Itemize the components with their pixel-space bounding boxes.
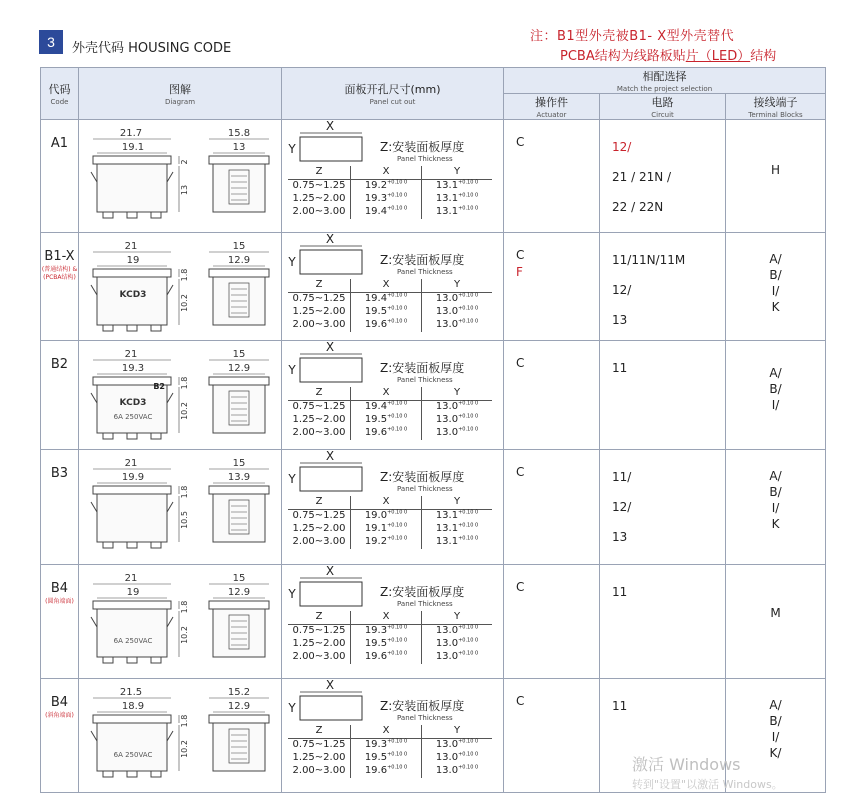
- housing-diagram: [81, 452, 281, 562]
- circuit-value: 13: [612, 313, 628, 327]
- cutout-row: 1.25~2.00 $19.1^{+0.10 0}$ $13.1^{+0.10 0}$: [288, 523, 492, 536]
- note-line-1: 注：B1型外壳被B1- X型外壳替代: [530, 29, 735, 44]
- cutout-cell: [282, 450, 504, 565]
- cutout-row: 1.25~2.00 $19.5^{+0.10 0}$ $13.0^{+0.10 0}$: [288, 752, 492, 765]
- dim-w2: 18.9: [121, 701, 145, 712]
- col-y: Y: [422, 387, 493, 401]
- terminal-value: K: [771, 300, 780, 314]
- col-x: X: [351, 496, 422, 510]
- panel-thickness-label-en: Panel Thickness: [397, 714, 453, 722]
- actuator-cell: [504, 233, 600, 341]
- code-cell: B4 (斜角端面): [41, 679, 79, 793]
- circuit-value: 12/: [612, 500, 632, 514]
- cutout-x-label: X: [325, 233, 335, 246]
- circuit-value: 11: [612, 585, 628, 599]
- col-z: Z: [288, 725, 351, 739]
- dim-w4: 12.9: [227, 587, 251, 598]
- cutout-sketch: [282, 120, 502, 166]
- header-terminal: 接线端子 Terminal Blocks: [726, 94, 826, 120]
- cutout-cell: [282, 565, 504, 679]
- cutout-sketch: [282, 679, 502, 725]
- housing-diagram: [81, 122, 281, 230]
- dim-w3: 15.2: [227, 687, 251, 698]
- dim-w4: 13: [232, 142, 246, 153]
- dim-h1: 1.8: [180, 376, 189, 390]
- panel-thickness-label-en: Panel Thickness: [397, 600, 453, 608]
- terminal-value: A/: [769, 469, 782, 483]
- terminal-value: K/: [769, 746, 782, 760]
- terminal-cell: [726, 450, 826, 565]
- panel-thickness-label: Z:安装面板厚度: [380, 253, 465, 267]
- diagram-cell: [79, 565, 282, 679]
- cutout-cell: [282, 120, 504, 233]
- panel-cutout: [282, 120, 503, 219]
- housing-row: [41, 233, 826, 341]
- actuator-cell: [504, 120, 600, 233]
- circuit-cell: [600, 233, 726, 341]
- actuator-value: C: [516, 356, 525, 370]
- terminal-cell: [726, 565, 826, 679]
- cutout-row: 2.00~3.00 $19.4^{+0.10 0}$ $13.1^{+0.10 0}$: [288, 206, 492, 219]
- cutout-row: 0.75~1.25 $19.4^{+0.10 0}$ $13.0^{+0.10 0}$: [288, 401, 492, 415]
- dim-w1: 21.7: [119, 128, 143, 139]
- actuator-value: C: [516, 694, 525, 708]
- circuit-cell: [600, 341, 726, 450]
- col-y: Y: [422, 611, 493, 625]
- circuit-value: 12/: [612, 283, 632, 297]
- cutout-row: 1.25~2.00 $19.5^{+0.10 0}$ $13.0^{+0.10 0}$: [288, 414, 492, 427]
- cutout-row: 2.00~3.00 $19.2^{+0.10 0}$ $13.1^{+0.10 0}$: [288, 536, 492, 549]
- code-cell: A1: [41, 120, 79, 233]
- terminal-value: A/: [769, 252, 782, 266]
- housing-diagram: [81, 567, 281, 676]
- housing-row: [41, 565, 826, 679]
- panel-thickness-label: Z:安装面板厚度: [380, 470, 465, 484]
- header-actuator: 操作件 Actuator: [504, 94, 600, 120]
- col-x: X: [351, 166, 422, 180]
- col-z: Z: [288, 166, 351, 180]
- circuit-value: 12/: [612, 140, 632, 154]
- dim-h2: 10.2: [180, 740, 189, 758]
- cutout-y-label: Y: [288, 587, 296, 601]
- cutout-row: 1.25~2.00 $19.5^{+0.10 0}$ $13.0^{+0.10 0}$: [288, 306, 492, 319]
- circuit-value: 21 / 21N /: [612, 170, 672, 184]
- housing-label: KCD3: [119, 398, 147, 408]
- diagram-cell: [79, 450, 282, 565]
- actuator-cell: [504, 341, 600, 450]
- dim-w3: 15: [232, 573, 246, 584]
- col-z: Z: [288, 387, 351, 401]
- cutout-sketch: [282, 341, 502, 387]
- dim-w2: 19.3: [121, 363, 145, 374]
- dim-h2: 13: [180, 184, 189, 196]
- panel-cutout: [282, 233, 503, 332]
- col-x: X: [351, 279, 422, 293]
- cutout-y-label: Y: [288, 701, 296, 715]
- note-line-2: PCBA结构为线路板贴片（LED）结构: [560, 49, 777, 64]
- terminal-cell: [726, 120, 826, 233]
- cutout-row: 0.75~1.25 $19.2^{+0.10 0}$ $13.1^{+0.10 0}$: [288, 180, 492, 194]
- terminal-value: B/: [769, 268, 782, 282]
- code-cell: B1-X (普通结构) & (PCBA结构): [41, 233, 79, 341]
- panel-thickness-label-en: Panel Thickness: [397, 268, 453, 276]
- cutout-cell: [282, 341, 504, 450]
- cutout-y-label: Y: [288, 363, 296, 377]
- cutout-row: 0.75~1.25 $19.3^{+0.10 0}$ $13.0^{+0.10 0}$: [288, 739, 492, 753]
- cutout-row: 2.00~3.00 $19.6^{+0.10 0}$ $13.0^{+0.10 0}$: [288, 651, 492, 664]
- circuit-value: 11/11N/11M: [612, 253, 686, 267]
- housing-row: [41, 341, 826, 450]
- terminal-value: B/: [769, 485, 782, 499]
- housing-rating: 6A 250VAC: [113, 413, 153, 421]
- terminal-value: A/: [769, 698, 782, 712]
- panel-thickness-label-en: Panel Thickness: [397, 155, 453, 163]
- dim-w3: 15: [232, 458, 246, 469]
- terminal-value: M: [770, 606, 781, 620]
- dim-w4: 12.9: [227, 255, 251, 266]
- actuator-value: C: [516, 580, 525, 594]
- panel-cutout: [282, 450, 503, 549]
- housing-diagram: [81, 235, 281, 338]
- code-cell: B4 (圆角端面): [41, 565, 79, 679]
- terminal-value: I/: [771, 730, 780, 744]
- dim-w1: 21: [124, 241, 138, 252]
- circuit-value: 11: [612, 361, 628, 375]
- dim-w3: 15: [232, 349, 246, 360]
- actuator-cell: [504, 450, 600, 565]
- housing-row: [41, 450, 826, 565]
- cutout-table: [288, 279, 492, 332]
- circuit-value: 11/: [612, 470, 632, 484]
- dim-w1: 21.5: [119, 687, 143, 698]
- cutout-x-label: X: [325, 450, 335, 463]
- cutout-sketch: [282, 450, 502, 496]
- windows-watermark-sub: 转到"设置"以激活 Windows。: [632, 778, 783, 791]
- header-cutout: 面板开孔尺寸(mm) Panel cut out: [282, 68, 504, 120]
- col-x: X: [351, 725, 422, 739]
- cutout-x-label: X: [325, 565, 335, 578]
- panel-cutout: [282, 341, 503, 440]
- dim-h1: 1.8: [180, 600, 189, 614]
- housing-row: [41, 120, 826, 233]
- cutout-row: 0.75~1.25 $19.3^{+0.10 0}$ $13.0^{+0.10 0}$: [288, 625, 492, 639]
- panel-thickness-label-en: Panel Thickness: [397, 376, 453, 384]
- dim-h1: 1.8: [180, 485, 189, 499]
- terminal-value: I/: [771, 284, 780, 298]
- dim-w2: 19: [126, 587, 140, 598]
- dim-h2: 10.2: [180, 294, 189, 312]
- dim-h2: 10.5: [180, 511, 189, 529]
- panel-thickness-label-en: Panel Thickness: [397, 485, 453, 493]
- cutout-row: 0.75~1.25 $19.4^{+0.10 0}$ $13.0^{+0.10 0}$: [288, 293, 492, 307]
- col-x: X: [351, 611, 422, 625]
- circuit-value: 11: [612, 699, 628, 713]
- dim-w1: 21: [124, 349, 138, 360]
- header-code: 代码 Code: [41, 68, 79, 120]
- circuit-value: 22 / 22N: [612, 200, 664, 214]
- diagram-cell: [79, 120, 282, 233]
- circuit-value: 13: [612, 530, 628, 544]
- dim-h2: 10.2: [180, 402, 189, 420]
- dim-h2: 10.2: [180, 626, 189, 644]
- housing-badge: B2: [153, 382, 165, 391]
- cutout-row: 1.25~2.00 $19.3^{+0.10 0}$ $13.1^{+0.10 0}$: [288, 193, 492, 206]
- col-y: Y: [422, 279, 493, 293]
- dim-w3: 15.8: [227, 128, 251, 139]
- terminal-cell: [726, 341, 826, 450]
- header-circuit: 电路 Circuit: [600, 94, 726, 120]
- housing-label: KCD3: [119, 290, 147, 300]
- circuit-cell: [600, 565, 726, 679]
- circuit-cell: [600, 450, 726, 565]
- housing-rating: 6A 250VAC: [113, 751, 153, 759]
- section-number: 3: [39, 30, 63, 54]
- terminal-value: B/: [769, 714, 782, 728]
- col-y: Y: [422, 725, 493, 739]
- col-z: Z: [288, 279, 351, 293]
- cutout-x-label: X: [325, 679, 335, 692]
- col-z: Z: [288, 611, 351, 625]
- terminal-value: A/: [769, 366, 782, 380]
- housing-code-table: [40, 67, 826, 793]
- cutout-cell: [282, 679, 504, 793]
- dim-w2: 19: [126, 255, 140, 266]
- col-y: Y: [422, 166, 493, 180]
- panel-thickness-label: Z:安装面板厚度: [380, 140, 465, 154]
- col-y: Y: [422, 496, 493, 510]
- diagram-cell: [79, 341, 282, 450]
- dim-w1: 21: [124, 573, 138, 584]
- header-match: 相配选择 Match the project selection: [504, 68, 826, 94]
- diagram-cell: [79, 679, 282, 793]
- housing-diagram: [81, 343, 281, 447]
- circuit-cell: [600, 120, 726, 233]
- section-title: 外壳代码 HOUSING CODE: [72, 41, 232, 56]
- cutout-sketch: [282, 233, 502, 279]
- cutout-sketch: [282, 565, 502, 611]
- cutout-cell: [282, 233, 504, 341]
- actuator-value: C: [516, 135, 525, 149]
- dim-w4: 12.9: [227, 701, 251, 712]
- col-z: Z: [288, 496, 351, 510]
- cutout-table: [288, 387, 492, 440]
- dim-h1: 2: [180, 159, 189, 165]
- panel-thickness-label: Z:安装面板厚度: [380, 361, 465, 375]
- cutout-y-label: Y: [288, 472, 296, 486]
- actuator-cell: [504, 565, 600, 679]
- cutout-row: 2.00~3.00 $19.6^{+0.10 0}$ $13.0^{+0.10 0}$: [288, 427, 492, 440]
- terminal-value: K: [771, 517, 780, 531]
- dim-h1: 1.8: [180, 714, 189, 728]
- windows-watermark: 激活 Windows: [632, 755, 741, 774]
- cutout-row: 2.00~3.00 $19.6^{+0.10 0}$ $13.0^{+0.10 0}$: [288, 319, 492, 332]
- panel-thickness-label: Z:安装面板厚度: [380, 699, 465, 713]
- terminal-value: I/: [771, 398, 780, 412]
- header-diagram: 图解 Diagram: [79, 68, 282, 120]
- code-cell: B3: [41, 450, 79, 565]
- dim-w1: 21: [124, 458, 138, 469]
- dim-w2: 19.1: [121, 142, 145, 153]
- dim-w2: 19.9: [121, 472, 145, 483]
- actuator-value: C: [516, 248, 525, 262]
- cutout-row: 0.75~1.25 $19.0^{+0.10 0}$ $13.1^{+0.10 0}$: [288, 510, 492, 524]
- cutout-table: [288, 611, 492, 664]
- actuator-value: C: [516, 465, 525, 479]
- dim-w4: 12.9: [227, 363, 251, 374]
- code-cell: B2: [41, 341, 79, 450]
- actuator-cell: [504, 679, 600, 793]
- panel-cutout: [282, 565, 503, 664]
- panel-thickness-label: Z:安装面板厚度: [380, 585, 465, 599]
- terminal-value: H: [770, 163, 781, 177]
- housing-rating: 6A 250VAC: [113, 637, 153, 645]
- cutout-y-label: Y: [288, 255, 296, 269]
- housing-diagram: [81, 681, 281, 790]
- cutout-table: [288, 496, 492, 549]
- cutout-x-label: X: [325, 341, 335, 354]
- terminal-value: I/: [771, 501, 780, 515]
- actuator-value: F: [516, 265, 523, 279]
- dim-w3: 15: [232, 241, 246, 252]
- dim-h1: 1.8: [180, 268, 189, 282]
- terminal-cell: [726, 233, 826, 341]
- terminal-value: B/: [769, 382, 782, 396]
- diagram-cell: [79, 233, 282, 341]
- cutout-row: 2.00~3.00 $19.6^{+0.10 0}$ $13.0^{+0.10 0}$: [288, 765, 492, 778]
- cutout-table: [288, 166, 492, 219]
- panel-cutout: [282, 679, 503, 778]
- cutout-row: 1.25~2.00 $19.5^{+0.10 0}$ $13.0^{+0.10 0}$: [288, 638, 492, 651]
- col-x: X: [351, 387, 422, 401]
- dim-w4: 13.9: [227, 472, 251, 483]
- cutout-table: [288, 725, 492, 778]
- cutout-x-label: X: [325, 120, 335, 133]
- cutout-y-label: Y: [288, 142, 296, 156]
